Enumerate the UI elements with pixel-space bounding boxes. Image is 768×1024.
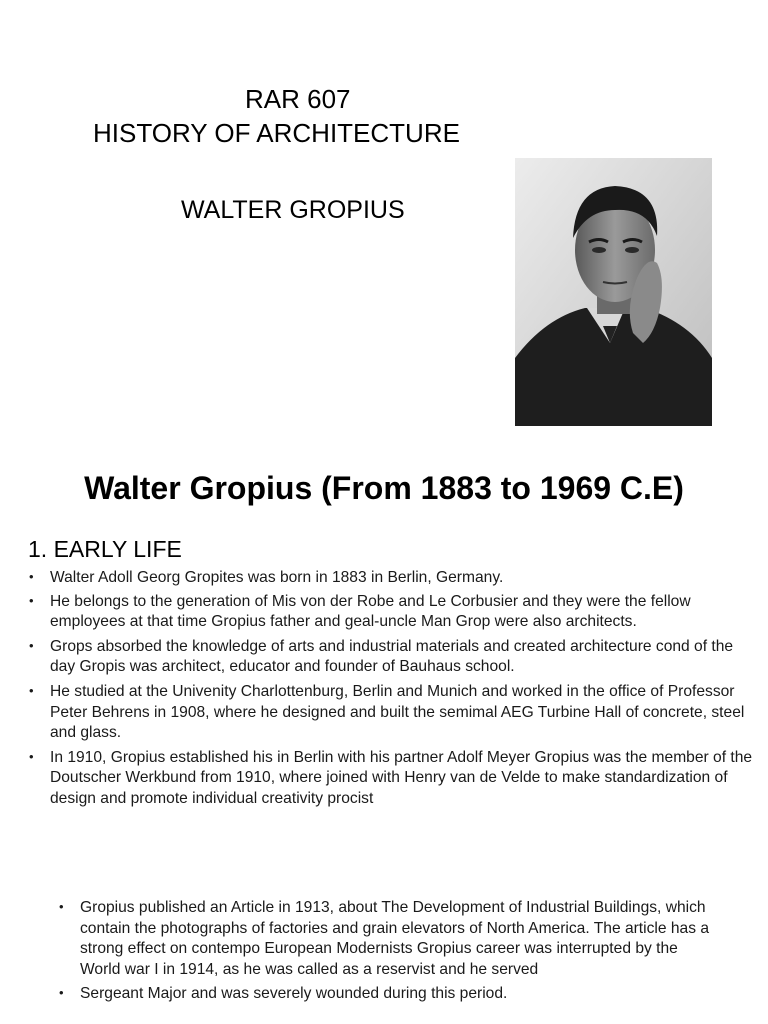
list-item: • Gropius published an Article in 1913, about The Development of Industrial Buildings, which contain the photographs of factories and grain elevators of North America. The article has a strong effect on contempo European Modernists Gropius career was interrupted by the World war I in 1914, as he was called as a reservist and he served	[80, 898, 712, 980]
portrait-photo	[515, 158, 712, 426]
list-item: • Grops absorbed the knowledge of arts and industrial materials and created architecture cond of the day Gropis was architect, educator and founder of Bauhaus school.	[50, 637, 762, 678]
list-item: • He belongs to the generation of Mis von der Robe and Le Corbusier and they were the fellow employees at that time Gropius father and geal-uncle Man Grop were also architects.	[50, 592, 762, 633]
list-item: • Sergeant Major and was severely wounded during this period.	[80, 984, 712, 1005]
list-item: • He studied at the Univenity Charlottenburg, Berlin and Munich and worked in the office of Professor Peter Behrens in 1908, where he designed and built the semimal AEG Turbine Hall of concrete, steel and glass.	[50, 682, 762, 744]
portrait-icon	[515, 158, 712, 426]
early-life-list	[50, 568, 762, 814]
list-item: • Walter Adoll Georg Gropites was born in 1883 in Berlin, Germany.	[50, 568, 762, 589]
section-heading-early-life: 1. EARLY LIFE	[28, 536, 182, 562]
course-title: HISTORY OF ARCHITECTURE	[93, 118, 460, 148]
main-heading: Walter Gropius (From 1883 to 1969 C.E)	[84, 470, 684, 506]
course-code: RAR 607	[245, 84, 351, 114]
list-item: • In 1910, Gropius established his in Berlin with his partner Adolf Meyer Gropius was the member of the Doutscher Werkbund from 1910, where joined with Henry van de Velde to make standardization of design and promote individual creativity procist	[50, 748, 762, 810]
later-career-list	[80, 898, 712, 1009]
subject-name: WALTER GROPIUS	[181, 196, 405, 224]
